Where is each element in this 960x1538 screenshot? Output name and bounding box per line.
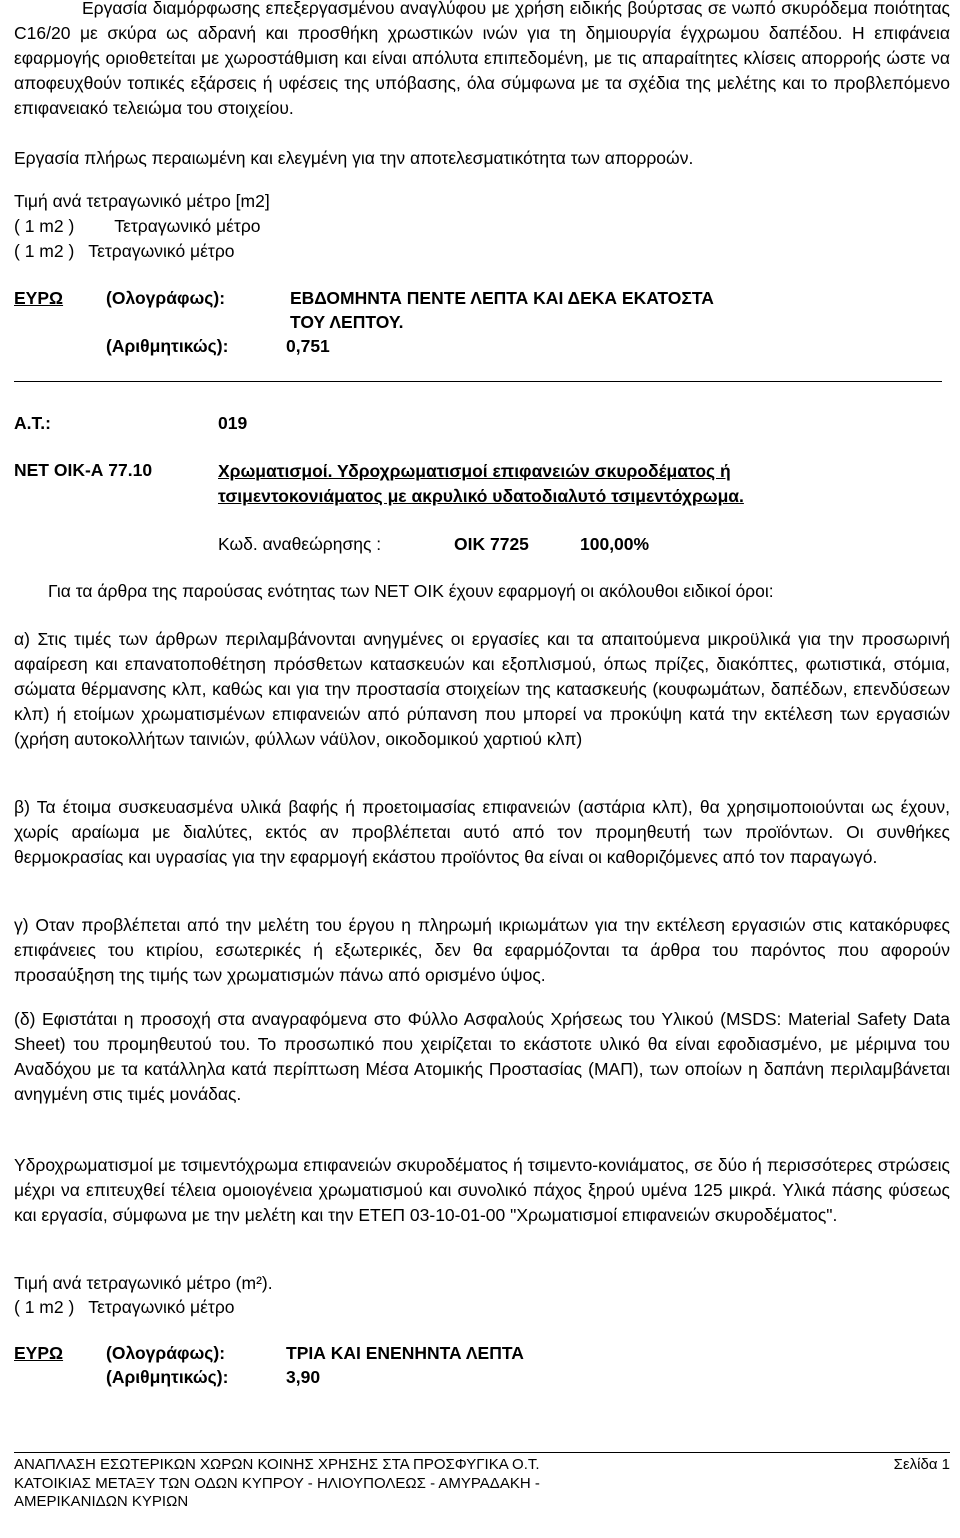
footer-page-number: Σελίδα 1 [893,1456,950,1473]
intro-paragraph: Εργασία διαμόρφωσης επεξεργασμένου αναγλύφου με χρήση ειδικής βούρτσας σε νωπό σκυρόδεμα ποιότητας C16/20 με σκύρα ως αδρανή και προσθήκη χρωστικών ινών για τη δημιουργία έγχρωμου δαπέδου. Η επιφάνεια εφαρμογής οριοθετείται με χωροστάθμιση και είναι απόλυτα επιπεδομένη, με τις απαραίτητες κλίσεις απορροής ώστε να αποφευχθούν τοπικές εξάρσεις ή υφέσεις της υπόβασης, όλα σύμφωνα με τα σχέδια της μελέτης και το προβλεπόμενο επιφανειακό τελειώμα του στοιχείου. [14,0,950,118]
article-title [218,459,744,509]
price1-unit-line-2 [14,239,235,263]
article-code: ΝΕΤ ΟΙΚ-Α 77.10 [14,460,153,480]
footer-rule [14,1452,950,1453]
unit-code: ( 1 m2 ) [14,241,75,261]
numeric-value: 3,90 [286,1367,321,1387]
currency-label: ΕΥΡΩ [14,1343,64,1363]
revision-code: ΟΙΚ 7725 [454,534,529,554]
completion-statement: Εργασία πλήρως περαιωμένη και ελεγμένη για την αποτελεσματικότητα των απορροών. [14,148,694,168]
words-value-line1: ΕΒΔΟΜΗΝΤΑ ΠΕΝΤΕ ΛΕΠΤΑ ΚΑΙ ΔΕΚΑ ΕΚΑΤΟΣΤΑ [290,288,714,308]
words-value: ΤΡΙΑ ΚΑΙ ΕΝΕΝΗΝΤΑ ΛΕΠΤΑ [286,1343,524,1363]
price2-header: Τιμή ανά τετραγωνικό μέτρο (m²). [14,1273,273,1293]
numeric-label: (Αριθμητικώς): [106,336,229,356]
term-b: β) Τα έτοιμα συσκευασμένα υλικά βαφής ή προετοιμασίας επιφανειών (αστάρια κλπ), θα χρησιμοποιούνται ως έχουν, χωρίς αραίωμα με διαλύτες, εκτός αν προβλέπεται αυτό από τον προμηθευτή των προϊόντων. Οι συνθήκες θερμοκρασίας και υγρασίας για την εφαρμογή εκάστου προϊόντος θα είναι οι καθοριζόμενες από τον παραγωγό. [14,797,950,867]
currency-label: ΕΥΡΩ [14,288,64,308]
numeric-value: 0,751 [286,336,330,356]
words-value-line2: ΤΟΥ ΛΕΠΤΟΥ. [290,312,404,332]
price2-unit-line [14,1295,235,1319]
terms-intro: Για τα άρθρα της παρούσας ενότητας των ΝΕΤ ΟΙΚ έχουν εφαρμογή οι ακόλουθοι ειδικοί όροι: [48,581,774,601]
unit-code: ( 1 m2 ) [14,216,75,236]
unit-name: Τετραγωνικό μέτρο [88,1297,235,1317]
term-c: γ) Οταν προβλέπεται από την μελέτη του έργου η πληρωμή ικριωμάτων για την εκτέλεση εργασιών στις κατακόρυφες επιφάνειες του κτιρίου, εσωτερικές ή εξωτερικές, δεν θα εφαρμόζονται τα άρθρα του παρόντος που αφορούν προσαύξηση της τιμής των χρωματισμών πάνω από ορισμένο ύψος. [14,915,950,985]
price1-unit-line-1 [14,214,261,238]
words-label: (Ολογράφως): [106,288,226,308]
footer-project: ΑΝΑΠΛΑΣΗ ΕΣΩΤΕΡΙΚΩΝ ΧΩΡΩΝ ΚΟΙΝΗΣ ΧΡΗΣΗΣ ΣΤΑ ΠΡΟΣΦΥΓΙΚΑ Ο.Τ. ΚΑΤΟΙΚΙΑΣ ΜΕΤΑΞΥ ΤΩΝ ΟΔΩΝ ΚΥΠΡΟΥ - ΗΛΙΟΥΠΟΛΕΩΣ - ΑΜΥΡΑΔΑΚΗ - ΑΜΕΡΙΚΑΝΙΔΩΝ ΚΥΡΙΩΝ [14,1456,540,1510]
numeric-label: (Αριθμητικώς): [106,1367,229,1387]
at-label: Α.Τ.: [14,413,51,433]
term-d: (δ) Εφιστάται η προσοχή στα αναγραφόμενα στο Φύλλο Ασφαλούς Χρήσεως του Υλικού (MSDS: Material Safety Data Sheet) του προμηθευτού του. Το προσωπικό που χειρίζεται το εκάστοτε υλικό θα είναι εφοδιασμένο, με μέριμνα του Αναδόχου με τα κατάλληλα κατά περίπτωση Μέσα Ατομικής Προστασίας (ΜΑΠ), των οποίων η δαπάνη περιλαμβάνεται ανηγμένη στις τιμές μονάδας. [14,1009,950,1104]
revision-label: Κωδ. αναθεώρησης : [218,534,382,554]
revision-percent: 100,00% [580,534,650,554]
price1-header: Τιμή ανά τετραγωνικό μέτρο [m2] [14,191,270,211]
article-title-line1: Χρωματισμοί. Υδροχρωματισμοί επιφανειών σκυροδέματος ή [218,461,731,481]
unit-code: ( 1 m2 ) [14,1297,75,1317]
article-description: Υδροχρωματισμοί με τσιμεντόχρωμα επιφανειών σκυροδέματος ή τσιμεντο-κονιάματος, σε δύο ή περισσότερες στρώσεις μέχρι να επιτευχθεί τέλεια ομοιογένεια χρωματισμού και συνολικό πάχος ξηρού υμένα 125 μικρά. Υλικά πάσης φύσεως και εργασία, σύμφωνα με την μελέτη και την ΕΤΕΠ 03-10-01-00 "Χρωματισμοί επιφανειών σκυροδέματος". [14,1155,950,1225]
at-value: 019 [218,413,248,433]
unit-name: Τετραγωνικό μέτρο [88,241,235,261]
words-label: (Ολογράφως): [106,1343,226,1363]
term-a: α) Στις τιμές των άρθρων περιλαμβάνονται ανηγμένες οι εργασίες και τα απαιτούμενα μικροϋλικά για την προσωρινή αφαίρεση και επανατοποθέτηση πρόσθετων κατασκευών και εξοπλισμού, όπως πρίζες, διακόπτες, φωτιστικά, στόμια, σώματα θέρμανσης κλπ, καθώς και για την προστασία στοιχείων της κατασκευής (κουφωμάτων, δαπέδων, επενδύσεων κλπ) ή ετοίμων χρωματισμένων επιφανειών από ρύπανση που μπορεί να προκύψη κατά την εκτέλεση των εργασιών (χρήση αυτοκολλήτων ταινιών, φύλλων νάϋλον, οικοδομικού χαρτιού κλπ) [14,629,950,749]
article-title-line2: τσιμεντοκονιάματος με ακρυλικό υδατοδιαλυτό τσιμεντόχρωμα. [218,486,744,506]
section-divider [14,381,942,382]
unit-name: Τετραγωνικό μέτρο [114,216,261,236]
